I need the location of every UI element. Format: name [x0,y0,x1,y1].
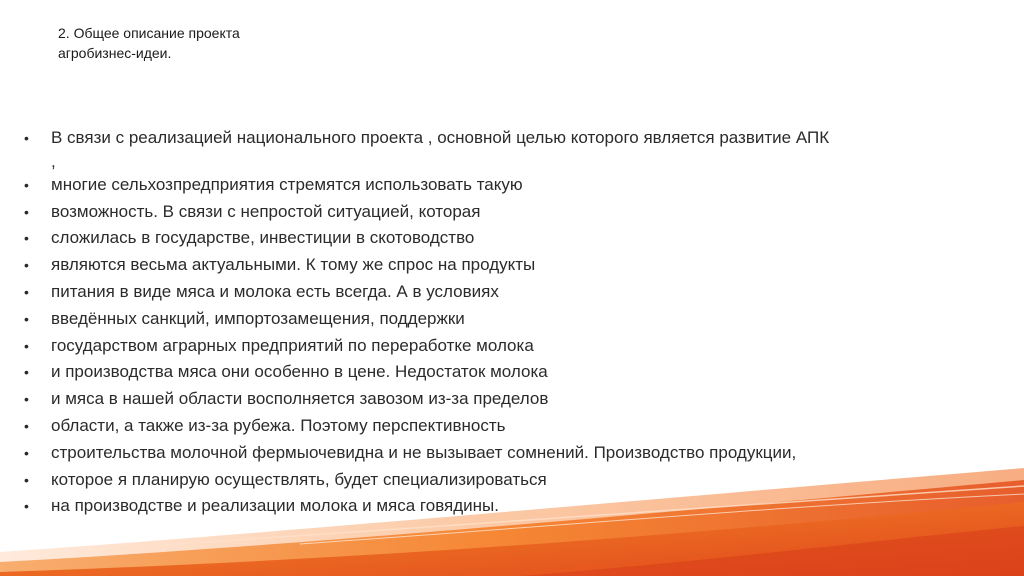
slide-title-line-1: 2. Общее описание проекта [58,25,240,41]
bullet-dot-icon: • [24,283,29,300]
bullet-item [24,413,984,440]
bullet-dot-icon: • [24,257,29,274]
bullet-dot-icon: • [24,498,29,515]
bullet-text: государством аграрных предприятий по переработке молока [51,335,534,355]
bullet-item [24,333,984,360]
slide-title [58,23,378,63]
bullet-text: многие сельхозпредприятия стремятся использовать такую [51,174,523,194]
bullet-item [24,199,984,226]
bullet-item [24,306,984,333]
bullet-dot-icon: • [24,176,29,193]
bullet-item [24,252,984,279]
bullet-item [24,225,984,252]
slide-title-line-2: агробизнес-идеи. [58,45,172,61]
bullet-text: строительства молочной фермыочевидна и не вызывает сомнений. Производство продукции, [51,442,797,462]
bullet-item [24,467,984,494]
bullet-item [24,172,984,199]
bullet-item [24,440,984,467]
bullet-dot-icon: • [24,471,29,488]
bullet-text: введённых санкций, импортозамещения, поддержки [51,308,465,328]
bullet-item [24,359,984,386]
bullet-text: и производства мяса они особенно в цене. Недостаток молока [51,362,548,382]
bullet-dot-icon: • [24,230,29,247]
bullet-item [24,279,984,306]
bullet-dot-icon: • [24,130,29,146]
bullet-text: возможность. В связи с непростой ситуацией, которая [51,201,481,221]
bullet-item [24,125,984,172]
bullet-text-continuation: , [51,151,56,171]
bullet-text: на производстве и реализации молока и мяса говядины. [51,496,500,516]
bullet-text: сложилась в государстве, инвестиции в скотоводство [51,228,475,248]
bullet-dot-icon: • [24,444,29,461]
bullet-list [24,125,984,520]
bullet-item [24,493,984,520]
bullet-dot-icon: • [24,391,29,408]
bullet-dot-icon: • [24,364,29,381]
bullet-dot-icon: • [24,203,29,220]
bullet-text: области, а также из-за рубежа. Поэтому перспективность [51,415,506,435]
bullet-dot-icon: • [24,337,29,354]
bullet-text: и мяса в нашей области восполняется завозом из-за пределов [51,389,549,409]
bullet-dot-icon: • [24,417,29,434]
bullet-text: питания в виде мяса и молока есть всегда. А в условиях [51,281,499,301]
bullet-item [24,386,984,413]
bullet-text: которое я планирую осуществлять, будет специализироваться [51,469,547,489]
bullet-dot-icon: • [24,310,29,327]
bullet-text: являются весьма актуальными. К тому же спрос на продукты [51,255,536,275]
bullet-text: В связи с реализацией национального проекта , основной целью которого является развитие АПК [51,128,830,147]
